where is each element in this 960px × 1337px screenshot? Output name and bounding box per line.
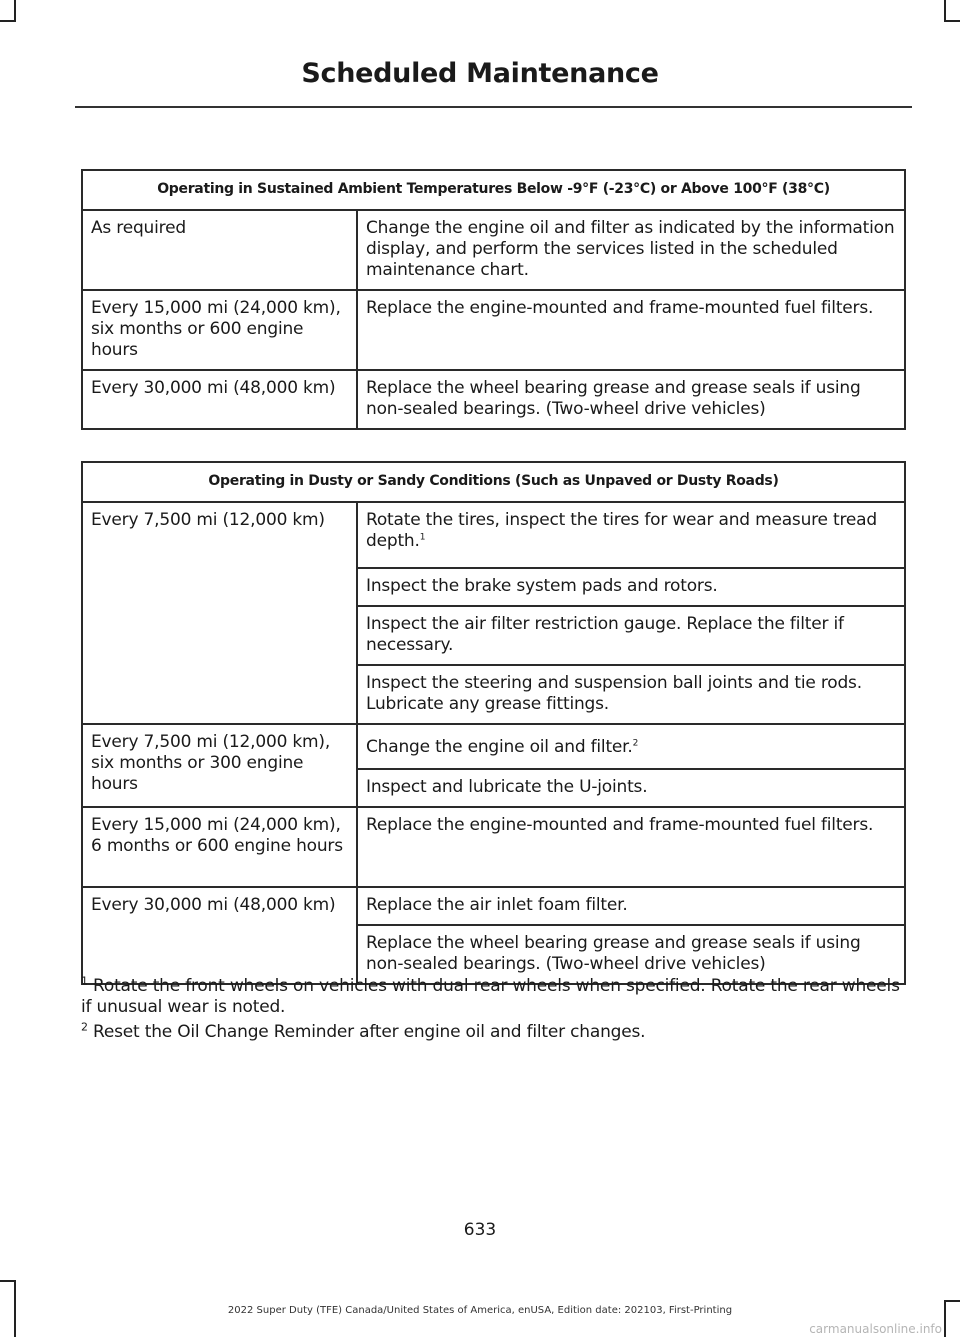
footnote-mark: 2	[81, 1020, 88, 1034]
footnote-ref: 2	[632, 738, 639, 749]
footnote	[81, 1022, 906, 1043]
action-cell: Inspect the steering and suspension ball joints and tie rods. Lubricate any grease fittings.	[357, 665, 905, 724]
crop-mark	[0, 1280, 16, 1282]
table-header: Operating in Dusty or Sandy Conditions (Such as Unpaved or Dusty Roads)	[82, 462, 905, 502]
page-title: Scheduled Maintenance	[301, 58, 659, 89]
interval-cell: Every 15,000 mi (24,000 km), six months or 600 engine hours	[82, 290, 357, 370]
footnote-text: Reset the Oil Change Reminder after engine oil and filter changes.	[93, 1022, 646, 1042]
action-cell: Inspect the brake system pads and rotors.	[357, 568, 905, 606]
interval-cell: Every 30,000 mi (48,000 km)	[82, 370, 357, 429]
action-cell: Change the engine oil and filter as indicated by the information display, and perform the services listed in the scheduled maintenance chart.	[357, 210, 905, 290]
footnote-text: Rotate the front wheels on vehicles with dual rear wheels when specified. Rotate the rear wheels if unusual wear is noted.	[81, 976, 900, 1017]
action-cell	[357, 502, 905, 568]
footnote-mark: 1	[81, 974, 88, 988]
table-row	[82, 807, 905, 887]
temperature-maintenance-table	[81, 169, 906, 430]
action-cell: Replace the engine-mounted and frame-mounted fuel filters.	[357, 290, 905, 370]
action-cell: Inspect the air filter restriction gauge. Replace the filter if necessary.	[357, 606, 905, 665]
crop-mark	[0, 20, 16, 22]
footnote	[81, 976, 906, 1018]
table-row	[82, 290, 905, 370]
action-cell: Replace the air inlet foam filter.	[357, 887, 905, 925]
table-header-row	[82, 170, 905, 210]
interval-cell: Every 7,500 mi (12,000 km)	[82, 502, 357, 724]
table-row	[82, 210, 905, 290]
dusty-conditions-maintenance-table	[81, 461, 906, 988]
crop-mark	[944, 20, 960, 22]
watermark: carmanualsonline.info	[809, 1322, 942, 1336]
table-row	[82, 502, 905, 568]
page-footer: 2022 Super Duty (TFE) Canada/United States of America, enUSA, Edition date: 202103, First-Printing	[227, 1305, 733, 1316]
table-row	[82, 370, 905, 429]
table-row	[82, 887, 905, 925]
footnote-ref: 1	[419, 532, 426, 543]
action-cell: Replace the wheel bearing grease and grease seals if using non-sealed bearings. (Two-wheel drive vehicles)	[357, 925, 905, 984]
interval-cell: Every 30,000 mi (48,000 km)	[82, 887, 357, 984]
action-cell: Inspect and lubricate the U-joints.	[357, 769, 905, 807]
table-header-row	[82, 462, 905, 502]
footnotes	[81, 976, 906, 1047]
action-text: Rotate the tires, inspect the tires for wear and measure tread depth.	[366, 510, 877, 551]
interval-cell: Every 7,500 mi (12,000 km), six months or 300 engine hours	[82, 724, 357, 807]
interval-cell: As required	[82, 210, 357, 290]
action-cell: Replace the engine-mounted and frame-mounted fuel filters.	[357, 807, 905, 887]
crop-mark	[944, 1300, 960, 1302]
crop-mark	[14, 0, 16, 20]
action-cell	[357, 724, 905, 769]
table-header: Operating in Sustained Ambient Temperatures Below -9°F (-23°C) or Above 100°F (38°C)	[82, 170, 905, 210]
table-row	[82, 724, 905, 769]
title-rule	[75, 106, 912, 108]
crop-mark	[944, 0, 946, 20]
page-number: 633	[463, 1220, 497, 1240]
action-cell: Replace the wheel bearing grease and grease seals if using non-sealed bearings. (Two-wheel drive vehicles)	[357, 370, 905, 429]
action-text: Change the engine oil and filter.	[366, 737, 633, 757]
interval-cell: Every 15,000 mi (24,000 km), 6 months or 600 engine hours	[82, 807, 357, 887]
